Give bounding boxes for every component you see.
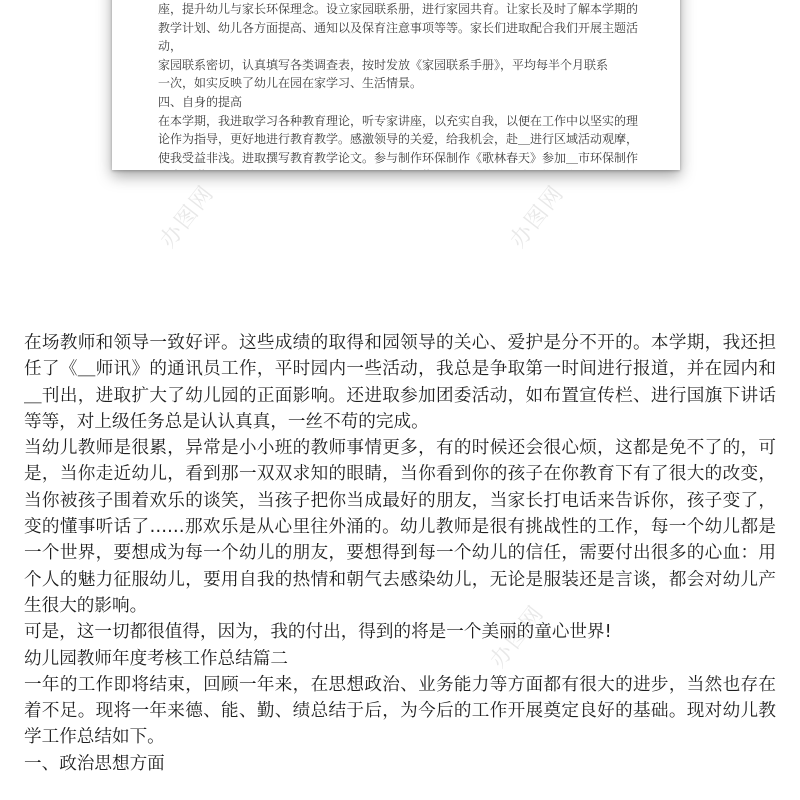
scanned-line: 家园联系密切，认真填写各类调查表，按时发放《家园联系手册》，平均每半个月联系: [158, 57, 609, 72]
scanned-text-block: [158, 0, 638, 170]
scanned-line: 教学计划、幼儿各方面提高、通知以及保育注意事项等等。家长们进取配合我们开展主题活动，: [158, 20, 639, 54]
scanned-line: [158, 167, 638, 170]
body-paragraph: 当幼儿教师是很累，异常是小小班的教师事情更多，有的时候还会很心烦，这都是免不了的，可是，当你走近幼儿，看到那一双双求知的眼睛，当你看到你的孩子在你教育下有了很大的改变，当你被孩子围着欢乐的谈笑，当孩子把你当成最好的朋友，当家长打电话来告诉你，孩子变了，变的懂事听话了……那欢乐是从心里往外涌的。幼儿教师是很有挑战性的工作，每一个幼儿都是一个世界，要想成为每一个幼儿的朋友，要想得到每一个幼儿的信任，需要付出很多的心血：用个人的魅力征服幼儿，要用自我的热情和朝气去感染幼儿，无论是服装还是言谈，都会对幼儿产生很大的影响。: [24, 438, 776, 616]
scanned-line: 论作为指导，更好地进行教育教学。感激领导的关爱，给我机会，赴＿进行区域活动观摩，: [158, 132, 639, 147]
body-paragraph: 在场教师和领导一致好评。这些成绩的取得和园领导的关心、爱护是分不开的。本学期，我还担任了《＿师讯》的通讯员工作，平时园内一些活动，我总是争取第一时间进行报道，并在园内和＿刊出，进取扩大了幼儿园的正面影响。还进取参加团委活动，如布置宣传栏、进行国旗下讲话等等，对上级任务总是认认真真，一丝不苟的完成。: [24, 333, 776, 432]
scanned-line: 一次，如实反映了幼儿在园在家学习、生活情景。: [158, 76, 423, 91]
body-paragraph: 一年的工作即将结束，回顾一年来，在思想政治、业务能力等方面都有很大的进步，当然也存在着不足。现将一年来德、能、勤、绩总结于后，为今后的工作开展奠定良好的基础。现对幼儿教学工作总结如下。: [24, 674, 776, 748]
section-heading: 一、政治思想方面: [24, 753, 165, 774]
scanned-line: 座，提升幼儿与家长环保理念。设立家园联系册，进行家园共育。让家长及时了解本学期的: [158, 2, 639, 16]
scanned-document-page: [112, 0, 680, 170]
scanned-line: 四、自身的提高: [158, 94, 243, 109]
body-paragraph: 可是，这一切都很值得，因为，我的付出，得到的将是一个美丽的童心世界!: [24, 622, 612, 643]
watermark: 办图网: [155, 180, 220, 253]
section-title: 幼儿园教师年度考核工作总结篇二: [24, 648, 288, 669]
scanned-line: 使我受益非浅。进取撰写教育教学论文。参与制作环保制作《歌林春天》参加＿市环保制作: [158, 150, 639, 165]
document-body: [24, 330, 776, 777]
watermark: 办图网: [505, 180, 570, 253]
scanned-line: 在本学期，我进取学习各种教育理论，听专家讲座，以充实自我，以便在工作中以坚实的理: [158, 113, 639, 128]
watermark: 办图网: [485, 600, 550, 673]
